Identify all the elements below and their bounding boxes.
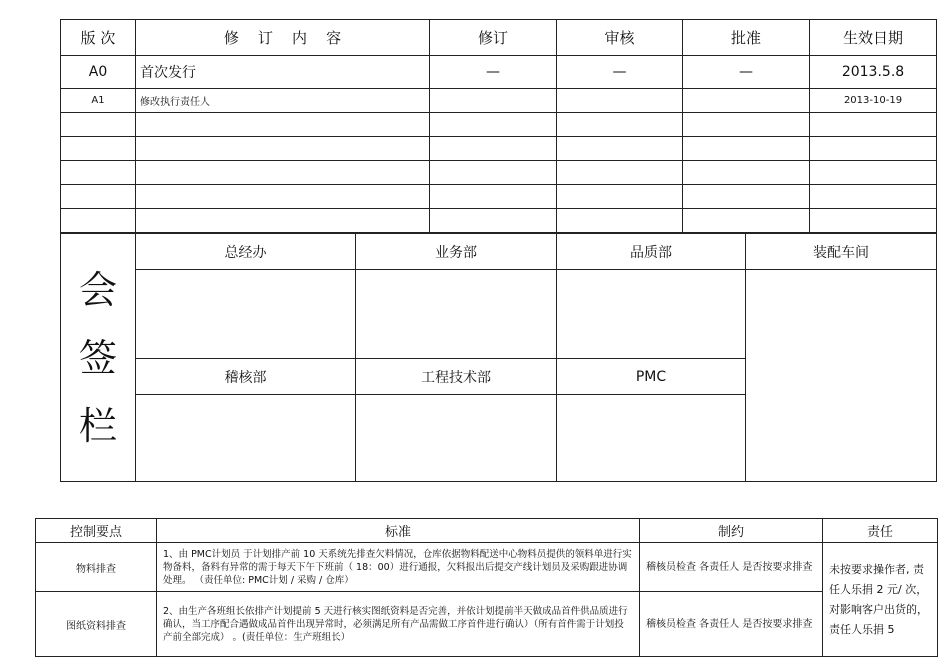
row-version: A1 [61,89,136,113]
dept-audit: 稽核部 [136,359,356,395]
header-responsibility: 责任 [823,519,938,543]
control-header-row [36,519,938,543]
control-standard: 1、由 PMC计划员 于计划排产前 10 天系统先排查欠料情况，仓库依据物料配送中心物料员提供的领料单进行实物备料，备料有异常的需于每天下午下班前（ 18：00）进行通报，欠料报出后提交产线计划员及采购跟进协调处理。 （责任单位: PMC计划 / 采购 / 仓库） [157,543,640,592]
header-version: 版 次 [61,20,136,56]
dept-general-office: 总经办 [136,234,356,270]
control-responsibility: 未按要求操作者, 责任人乐捐 2 元/ 次，对影响客户出货的，责任人乐捐 5 [823,543,938,657]
table-row [61,56,937,89]
row-content: 修改执行责任人 [136,89,430,113]
empty-row [61,137,937,161]
row-revise [430,89,557,113]
row-revise: — [430,56,557,89]
empty-row [61,209,937,233]
row-approve [683,89,810,113]
empty-row [61,185,937,209]
signoff-side-label [61,234,136,482]
control-standard: 2、由生产各班组长依排产计划提前 5 天进行核实图纸资料是否完善，并依计划提前半天做成品首件供品质进行确认，当工序配合遇做成品首件出现异常时，必须满足所有产品需做工序首件进行确认）（所有首件需于计划投产前全部完成） 。(责任单位：生产班组长） [157,592,640,657]
header-control-point: 控制要点 [36,519,157,543]
dept-business: 业务部 [356,234,557,270]
signoff-top-space [61,270,937,359]
header-standard: 标准 [157,519,640,543]
table-row [36,543,938,592]
sign-box-assembly [746,270,937,482]
row-content: 首次发行 [136,56,430,89]
sign-box [136,270,356,359]
revision-header-row [61,20,937,56]
sign-box [136,395,356,482]
control-constraint: 稽核员检查 各责任人 是否按要求排查 [640,592,823,657]
row-review [557,89,683,113]
table-row [36,592,938,657]
control-constraint: 稽核员检查 各责任人 是否按要求排查 [640,543,823,592]
side-char: 会 [78,267,117,312]
control-point: 图纸资料排查 [36,592,157,657]
header-date: 生效日期 [810,20,937,56]
table-row [61,89,937,113]
revision-table [60,19,937,233]
empty-row [61,161,937,185]
control-table [35,518,938,657]
row-version: A0 [61,56,136,89]
signoff-table [60,233,937,482]
dept-pmc: PMC [557,359,746,395]
row-date: 2013-10-19 [810,89,937,113]
signoff-top-header [61,234,937,270]
dept-engineering: 工程技术部 [356,359,557,395]
header-content: 修 订 内 容 [136,20,430,56]
header-review: 审核 [557,20,683,56]
side-char: 签 [78,335,117,380]
sign-box [557,395,746,482]
side-char: 栏 [78,403,117,448]
dept-quality: 品质部 [557,234,746,270]
sign-box [356,395,557,482]
header-approve: 批准 [683,20,810,56]
header-constraint: 制约 [640,519,823,543]
control-point: 物料排查 [36,543,157,592]
dept-assembly: 装配车间 [746,234,937,270]
sign-box [356,270,557,359]
empty-row [61,113,937,137]
header-revise: 修订 [430,20,557,56]
sign-box [557,270,746,359]
row-review: — [557,56,683,89]
row-date: 2013.5.8 [810,56,937,89]
row-approve: — [683,56,810,89]
